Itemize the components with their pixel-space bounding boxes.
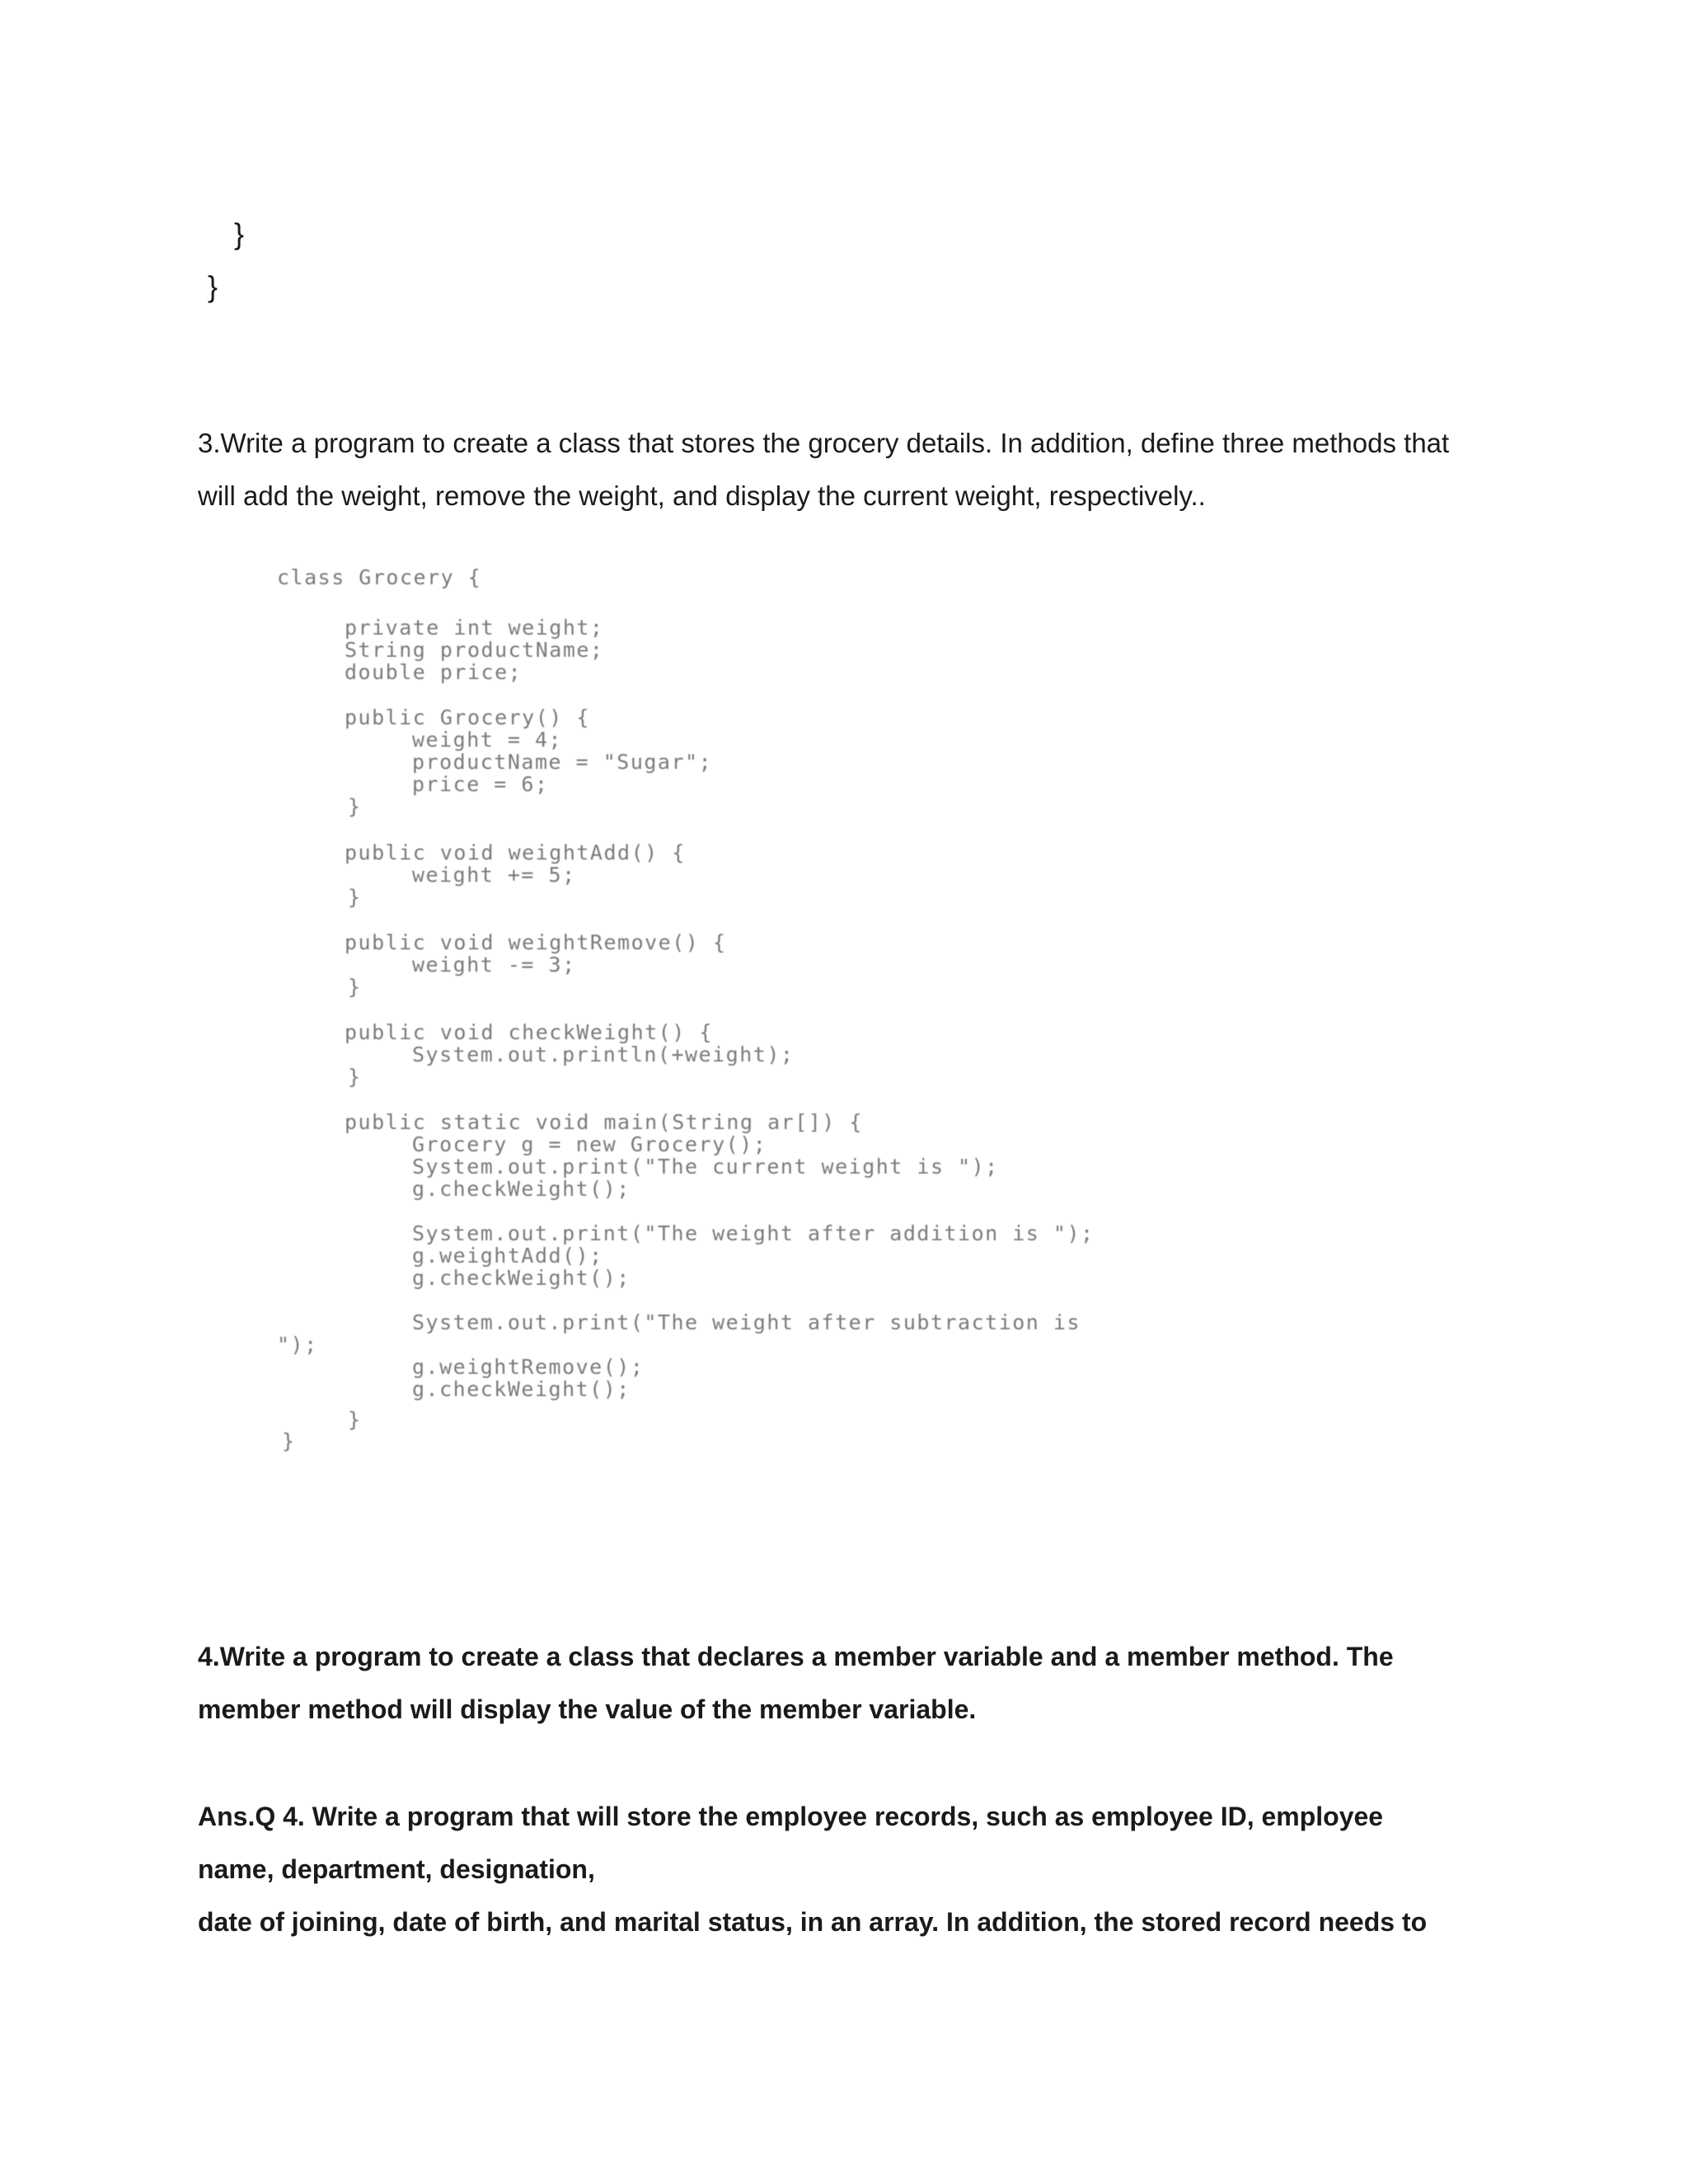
code-line: } [282, 1429, 296, 1453]
question-4 [198, 1630, 1517, 1736]
code-line: g.checkWeight(); [412, 1377, 631, 1401]
question-3-line: will add the weight, remove the weight, and display the current weight, respectively.. [198, 480, 1206, 511]
code-line: weight -= 3; [412, 953, 576, 977]
code-line: public Grocery() { [345, 705, 590, 729]
code-line: g.weightRemove(); [412, 1355, 645, 1379]
code-line: System.out.print("The current weight is "); [412, 1155, 999, 1179]
code-line: class Grocery { [277, 565, 482, 589]
code-line: g.weightAdd(); [412, 1244, 603, 1268]
code-line: public void weightAdd() { [345, 841, 686, 865]
code-line: System.out.print("The weight after subtraction is [412, 1310, 1081, 1334]
code-line: System.out.print("The weight after addition is "); [412, 1221, 1095, 1245]
code-line: "); [277, 1333, 318, 1357]
code-line: double price; [345, 660, 523, 684]
code-line: weight = 4; [412, 728, 563, 752]
code-line: price = 6; [412, 772, 549, 796]
code-screenshot [277, 557, 1274, 1455]
code-line: productName = "Sugar"; [412, 750, 713, 774]
code-line: } [348, 1065, 362, 1089]
code-line: String productName; [345, 638, 604, 662]
code-line: g.checkWeight(); [412, 1177, 631, 1201]
code-line: g.checkWeight(); [412, 1266, 631, 1290]
code-line: public void checkWeight() { [345, 1020, 713, 1044]
code-line: public void weightRemove() { [345, 930, 727, 954]
closing-brace-outer: } [208, 269, 218, 303]
question-3-line: 3.Write a program to create a class that stores the grocery details. In addition, define three methods that [198, 428, 1450, 458]
code-line: } [348, 885, 362, 909]
answer-4-line: Ans.Q 4. Write a program that will store the employee records, such as employee ID, employee [198, 1802, 1384, 1831]
code-line: System.out.println(+weight); [412, 1043, 795, 1066]
answer-4-line: date of joining, date of birth, and marital status, in an array. In addition, the stored record needs to [198, 1907, 1428, 1937]
answer-4-line: name, department, designation, [198, 1854, 595, 1884]
closing-brace-inner: } [234, 217, 245, 251]
answer-4 [198, 1790, 1517, 1948]
code-line: private int weight; [345, 616, 604, 640]
question-4-line: member method will display the value of the member variable. [198, 1694, 977, 1724]
code-line: } [348, 1408, 362, 1432]
code-line: } [348, 975, 362, 999]
code-line: public static void main(String ar[]) { [345, 1110, 863, 1134]
code-line: } [348, 794, 362, 818]
code-line: Grocery g = new Grocery(); [412, 1132, 767, 1156]
question-3 [198, 417, 1517, 523]
code-line: weight += 5; [412, 863, 576, 887]
question-4-line: 4.Write a program to create a class that declares a member variable and a member method. The [198, 1642, 1394, 1671]
